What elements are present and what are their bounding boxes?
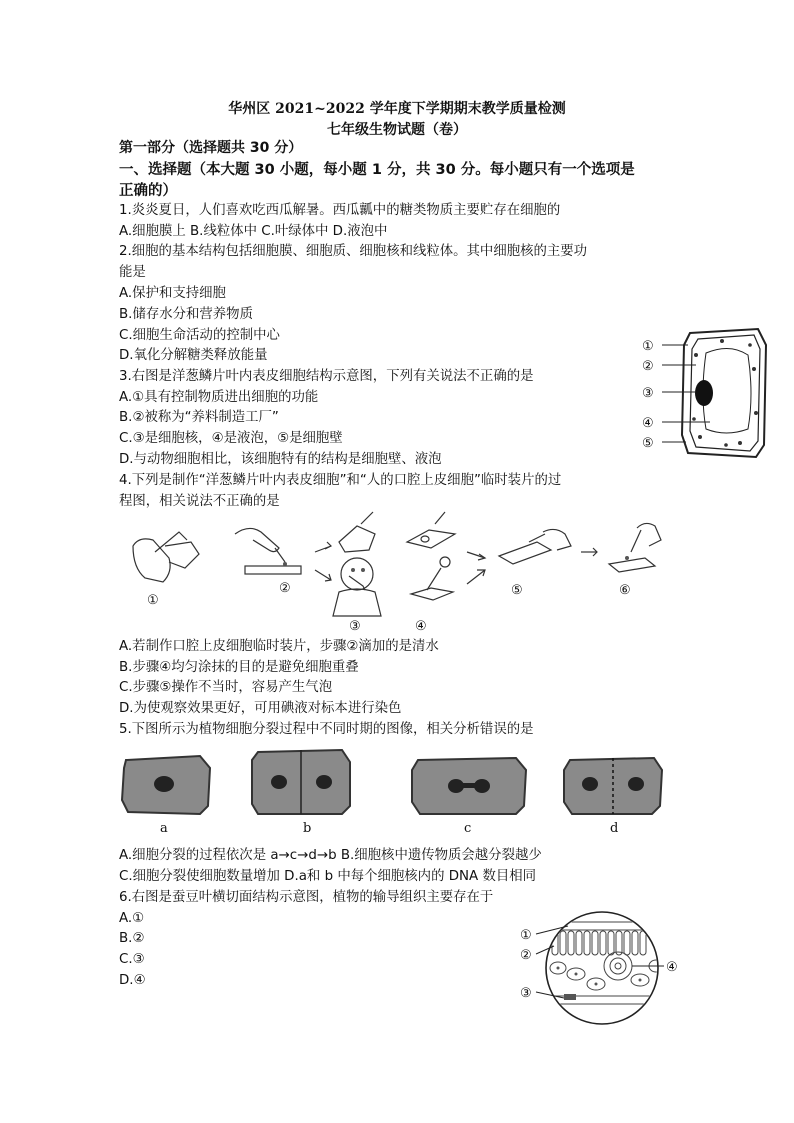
q5-fig-label-b: b <box>303 821 312 836</box>
q3-fig-label-1: ① <box>642 339 654 354</box>
q4-option-a: A.若制作口腔上皮细胞临时装片，步骤②滴加的是清水 <box>119 639 439 654</box>
q6-option-d: D.④ <box>119 973 146 988</box>
q6-fig-label-3: ③ <box>520 986 532 1001</box>
q4-step-6-label: ⑥ <box>619 583 631 598</box>
q3-fig-label-3: ③ <box>642 386 654 401</box>
q2-option-c: C.细胞生命活动的控制中心 <box>119 328 280 343</box>
q4-stem-line2: 程图，相关说法不正确的是 <box>119 494 280 509</box>
q4-stem-line1: 4.下列是制作“洋葱鳞片叶内表皮细胞”和“人的口腔上皮细胞”临时装片的过 <box>119 473 562 488</box>
q1-stem: 1.炎炎夏日，人们喜欢吃西瓜解暑。西瓜瓤中的糖类物质主要贮存在细胞的 <box>119 203 561 218</box>
q4-option-b: B.步骤④均匀涂抹的目的是避免细胞重叠 <box>119 660 359 675</box>
slide-prep-figure <box>125 512 665 634</box>
q3-fig-label-2: ② <box>642 359 654 374</box>
onion-cell-figure <box>640 325 770 460</box>
part-heading: 第一部分（选择题共 30 分） <box>119 140 303 156</box>
q4-step-4-label: ④ <box>415 619 427 634</box>
q2-option-b: B.储存水分和营养物质 <box>119 307 253 322</box>
q5-stem: 5.下图所示为植物细胞分裂过程中不同时期的图像，相关分析错误的是 <box>119 722 534 737</box>
section-heading-line1: 一、选择题（本大题 30 小题，每小题 1 分，共 30 分。每小题只有一个选项是 <box>119 162 635 178</box>
q5-fig-label-c: c <box>464 821 472 836</box>
q6-option-b: B.② <box>119 931 145 946</box>
q6-fig-label-1: ① <box>520 928 532 943</box>
q5-fig-label-d: d <box>610 821 619 836</box>
q2-stem-line2: 能是 <box>119 265 146 280</box>
q3-stem: 3.右图是洋葱鳞片叶内表皮细胞结构示意图，下列有关说法不正确的是 <box>119 369 534 384</box>
q3-option-d: D.与动物细胞相比，该细胞特有的结构是细胞壁、液泡 <box>119 452 442 467</box>
section-heading-line2: 正确的） <box>119 183 177 199</box>
q6-option-c: C.③ <box>119 952 145 967</box>
q3-fig-label-4: ④ <box>642 416 654 431</box>
q4-step-2-label: ② <box>279 581 291 596</box>
q5-options-ab: A.细胞分裂的过程依次是 a→c→d→b B.细胞核中遗传物质会越分裂越少 <box>119 848 542 863</box>
q3-option-b: B.②被称为“养料制造工厂” <box>119 410 279 425</box>
q4-step-5-label: ⑤ <box>511 583 523 598</box>
q2-stem-line1: 2.细胞的基本结构包括细胞膜、细胞质、细胞核和线粒体。其中细胞核的主要功 <box>119 244 588 259</box>
q6-option-a: A.① <box>119 911 145 926</box>
q3-option-c: C.③是细胞核，④是液泡，⑤是细胞壁 <box>119 431 343 446</box>
q6-fig-label-2: ② <box>520 948 532 963</box>
exam-title: 华州区 2021~2022 学年度下学期期末教学质量检测 <box>228 101 566 117</box>
q3-option-a: A.①具有控制物质进出细胞的功能 <box>119 390 319 405</box>
q5-options-cd: C.细胞分裂使细胞数量增加 D.a和 b 中每个细胞核内的 DNA 数目相同 <box>119 869 537 884</box>
leaf-cross-section-figure <box>518 910 688 1028</box>
q4-option-c: C.步骤⑤操作不当时，容易产生气泡 <box>119 680 333 695</box>
exam-subtitle: 七年级生物试题（卷） <box>327 122 467 138</box>
q4-option-d: D.为使观察效果更好，可用碘液对标本进行染色 <box>119 701 402 716</box>
q4-step-1-label: ① <box>147 593 159 608</box>
q3-fig-label-5: ⑤ <box>642 436 654 451</box>
q6-stem: 6.右图是蚕豆叶横切面结构示意图，植物的输导组织主要存在于 <box>119 890 494 905</box>
q6-fig-label-4: ④ <box>666 960 678 975</box>
q2-option-d: D.氧化分解糖类释放能量 <box>119 348 268 363</box>
cell-division-figure <box>118 746 663 838</box>
q1-options: A.细胞膜上 B.线粒体中 C.叶绿体中 D.液泡中 <box>119 224 388 239</box>
q5-fig-label-a: a <box>160 821 168 836</box>
q4-step-3-label: ③ <box>349 619 361 634</box>
q2-option-a: A.保护和支持细胞 <box>119 286 226 301</box>
